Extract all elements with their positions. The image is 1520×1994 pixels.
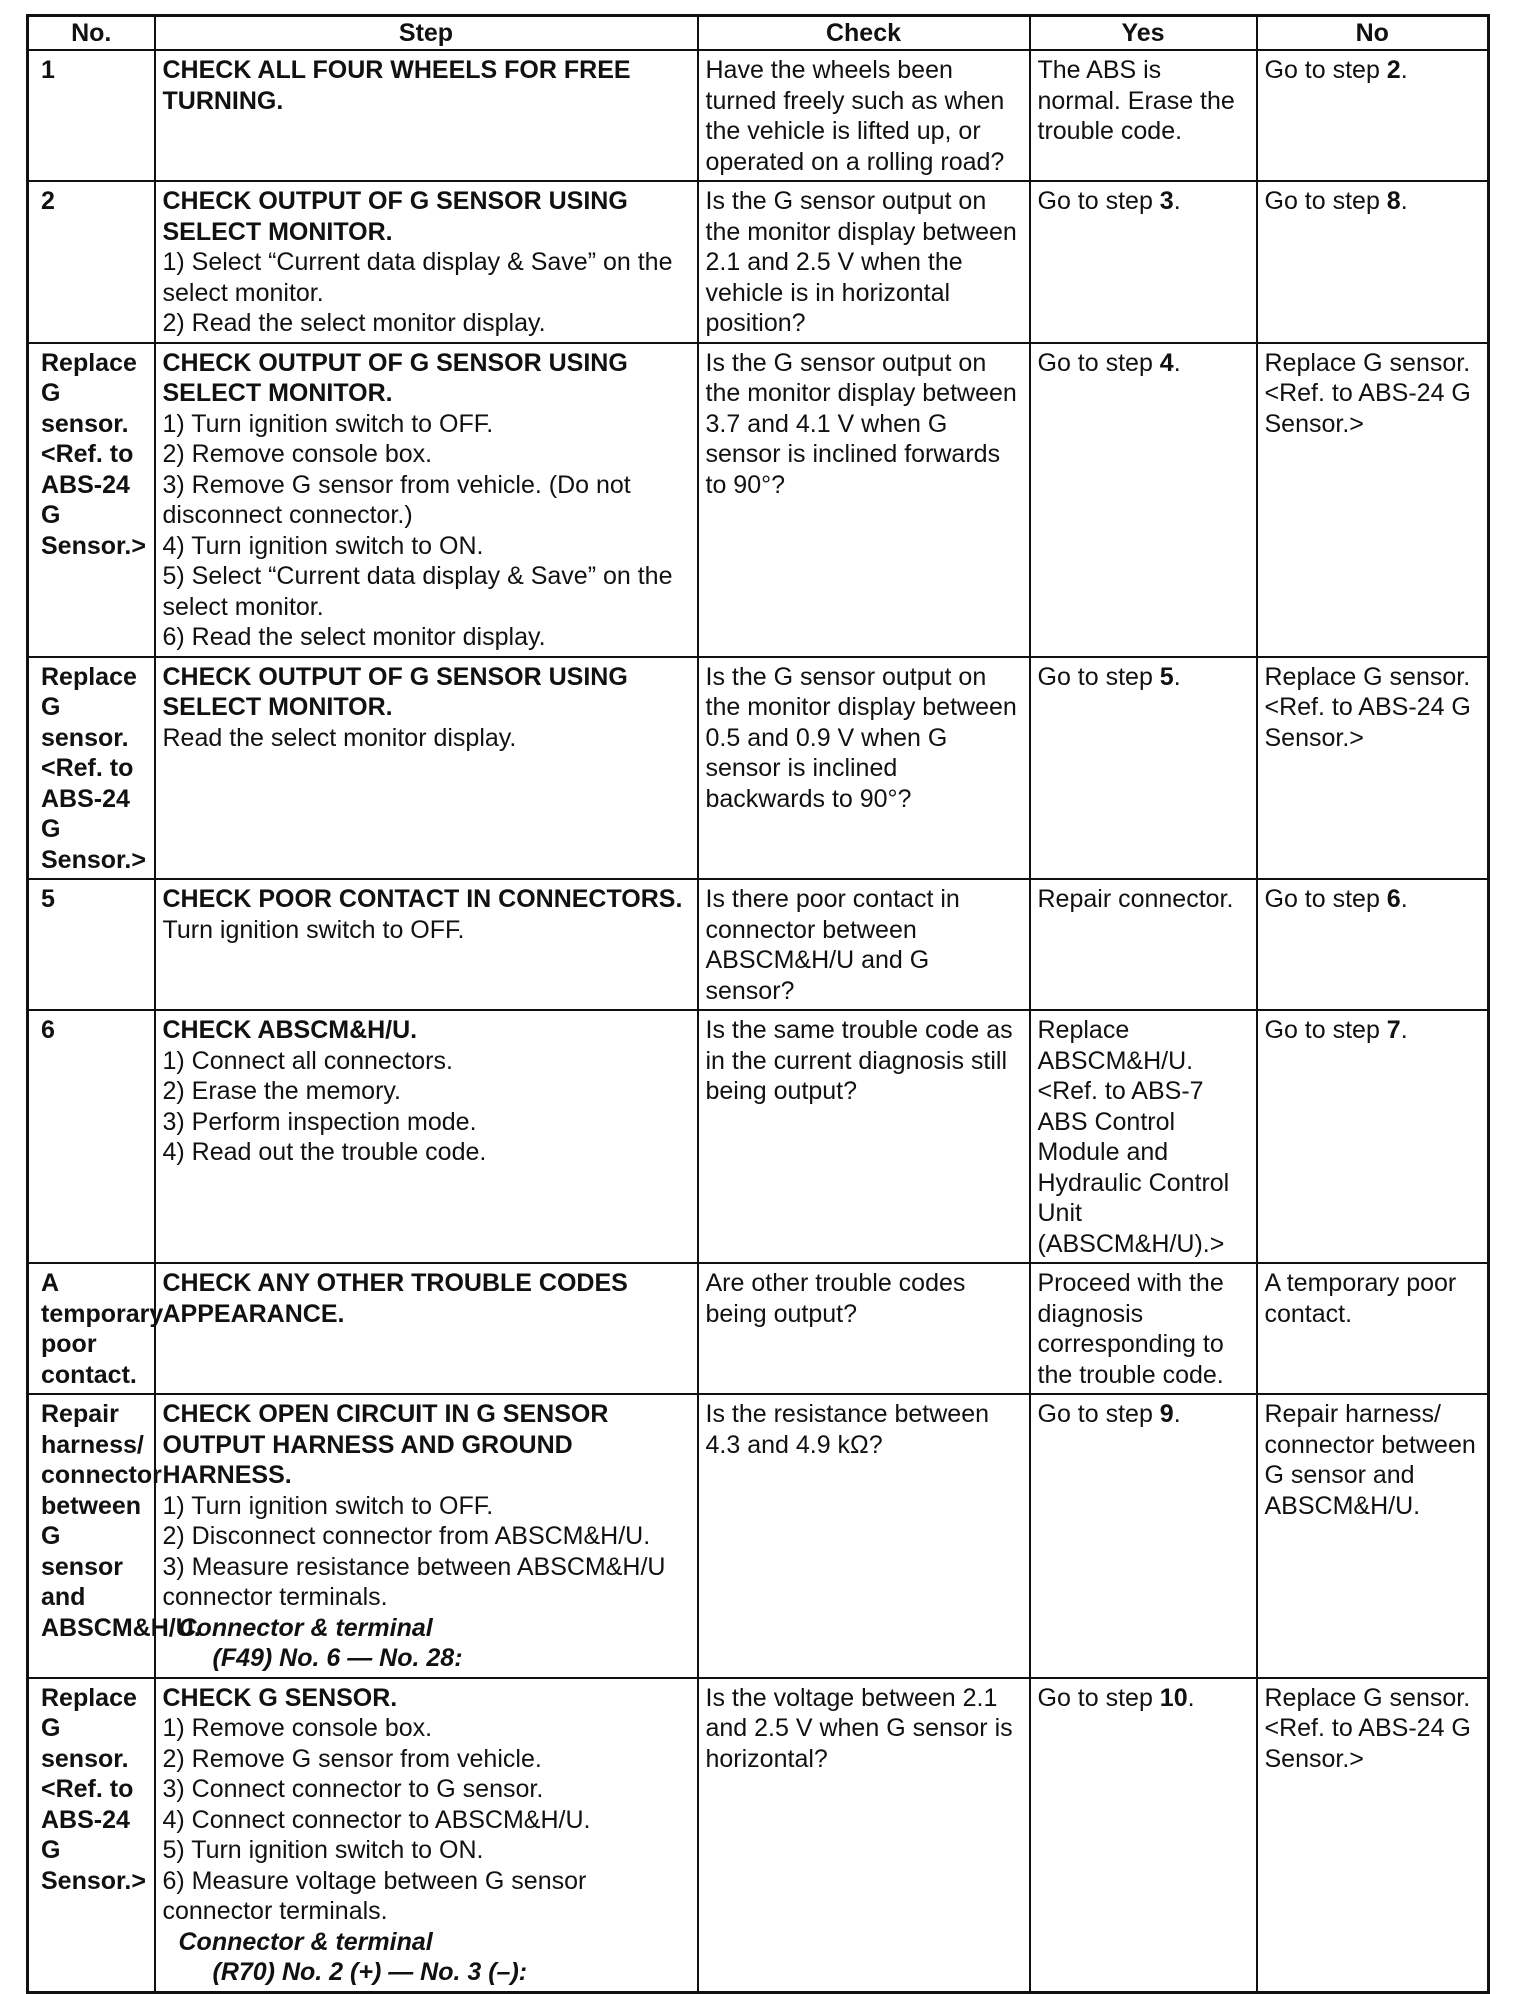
table-row [28, 1678, 1489, 1993]
yes-step-number: 5 [1159, 662, 1174, 691]
header-yes: Yes [1030, 16, 1257, 51]
step-line: 5) Select “Current data display & Save” on the select monitor. [162, 562, 673, 621]
step-cell [155, 50, 698, 181]
step-cell [155, 1010, 698, 1263]
step-line: 4) Turn ignition switch to ON. [162, 531, 484, 560]
no-suffix: . [1400, 56, 1408, 84]
yes-text: Go to step [1037, 1683, 1160, 1712]
row-number: 2 [28, 181, 155, 343]
yes-step-number: 9 [1159, 1400, 1174, 1428]
no-cell [1257, 879, 1489, 1010]
yes-cell: The ABS is normal. Erase the trouble code. [1030, 50, 1257, 181]
yes-text: Go to step [1037, 348, 1160, 377]
no-cell: Replace G sensor. <Ref. to ABS-24 G Sensor.> [1257, 657, 1489, 880]
check-cell: Is there poor contact in connector between ABSCM&H/U and G sensor? [698, 879, 1030, 1010]
step-title: CHECK ALL FOUR WHEELS FOR FREE TURNING. [162, 56, 631, 115]
table-row [28, 1010, 1489, 1263]
check-cell: Is the same trouble code as in the current diagnosis still being output? [698, 1010, 1030, 1263]
yes-cell: Repair connector. [1030, 879, 1257, 1010]
step-line: 3) Remove G sensor from vehicle. (Do not disconnect connector.) [162, 470, 631, 529]
yes-text: Go to step [1037, 662, 1160, 691]
yes-suffix: . [1173, 662, 1181, 691]
no-step-number: 6 [1386, 885, 1401, 913]
no-step-number: 7 [1386, 1016, 1401, 1044]
step-line: 1) Turn ignition switch to OFF. [162, 1491, 494, 1520]
no-cell: Replace G sensor. <Ref. to ABS-24 G Sensor.> [1257, 343, 1489, 657]
table-row [28, 1263, 1489, 1394]
connector-terminal-label: Connector & terminal [178, 1613, 433, 1642]
table-row [28, 50, 1489, 181]
yes-suffix: . [1173, 348, 1181, 377]
no-suffix: . [1400, 885, 1408, 913]
no-cell [1257, 181, 1489, 343]
yes-step-number: 10 [1159, 1683, 1188, 1712]
step-line: 3) Perform inspection mode. [162, 1107, 477, 1136]
row-number: 5 [28, 879, 155, 1010]
step-line: 1) Select “Current data display & Save” on the select monitor. [162, 248, 673, 307]
step-cell [155, 1263, 698, 1394]
diagnostic-table-sheet [26, 14, 1487, 1994]
no-step-number: 2 [1386, 56, 1401, 84]
header-no: No. [28, 16, 155, 51]
step-line: 4) Connect connector to ABSCM&H/U. [162, 1805, 591, 1834]
no-suffix: . [1400, 187, 1408, 215]
step-title: CHECK OUTPUT OF G SENSOR USING SELECT MONITOR. [162, 187, 628, 246]
no-text: Go to step [1264, 56, 1387, 84]
step-cell [155, 657, 698, 880]
step-line: 5) Turn ignition switch to ON. [162, 1836, 484, 1864]
table-row [28, 343, 1489, 657]
no-text: Go to step [1264, 885, 1387, 913]
check-cell: Is the G sensor output on the monitor display between 2.1 and 2.5 V when the vehicle is in horizontal position? [698, 181, 1030, 343]
row-number: A temporary poor contact. [28, 1263, 155, 1394]
no-cell: Replace G sensor. <Ref. to ABS-24 G Sensor.> [1257, 1678, 1489, 1993]
check-cell: Is the G sensor output on the monitor display between 3.7 and 4.1 V when G sensor is inclined forwards to 90°? [698, 343, 1030, 657]
check-cell: Is the G sensor output on the monitor display between 0.5 and 0.9 V when G sensor is inclined backwards to 90°? [698, 657, 1030, 880]
step-cell [155, 181, 698, 343]
step-line: 2) Remove G sensor from vehicle. [162, 1744, 542, 1773]
no-cell: A temporary poor contact. [1257, 1263, 1489, 1394]
table-row [28, 181, 1489, 343]
row-number: 1 [28, 50, 155, 181]
yes-cell: Proceed with the diagnosis corresponding to the trouble code. [1030, 1263, 1257, 1394]
header-no-result: No [1257, 16, 1489, 51]
step-line: 2) Remove console box. [162, 440, 433, 468]
yes-cell [1030, 657, 1257, 880]
step-line: 2) Read the select monitor display. [162, 309, 546, 337]
step-line: 6) Read the select monitor display. [162, 623, 546, 651]
step-line: Read the select monitor display. [162, 723, 517, 752]
yes-text: Go to step [1037, 1400, 1160, 1428]
step-cell [155, 1678, 698, 1993]
connector-terminal-value: (R70) No. 2 (+) — No. 3 (–): [212, 1958, 528, 1986]
step-title: CHECK OUTPUT OF G SENSOR USING SELECT MONITOR. [162, 348, 628, 407]
connector-terminal-label: Connector & terminal [178, 1927, 433, 1956]
yes-suffix: . [1187, 1683, 1195, 1712]
step-line: 1) Remove console box. [162, 1714, 433, 1742]
step-cell [155, 343, 698, 657]
yes-cell [1030, 343, 1257, 657]
yes-suffix: . [1173, 187, 1181, 215]
yes-cell [1030, 1394, 1257, 1678]
row-number: Repair harness/ connector between G sensor and ABSCM&H/U. [28, 1394, 155, 1678]
step-title: CHECK OUTPUT OF G SENSOR USING SELECT MONITOR. [162, 662, 628, 721]
yes-suffix: . [1173, 1400, 1181, 1428]
yes-step-number: 4 [1159, 348, 1174, 377]
row-number: 6 [28, 1010, 155, 1263]
yes-cell [1030, 1678, 1257, 1993]
row-number: Replace G sensor. <Ref. to ABS-24 G Sensor.> [28, 657, 155, 880]
step-cell [155, 879, 698, 1010]
step-title: CHECK OPEN CIRCUIT IN G SENSOR OUTPUT HARNESS AND GROUND HARNESS. [162, 1400, 609, 1489]
diagnostic-table [26, 14, 1490, 1994]
yes-text: Go to step [1037, 187, 1160, 215]
step-cell [155, 1394, 698, 1678]
connector-terminal-value: (F49) No. 6 — No. 28: [212, 1644, 463, 1672]
table-row [28, 657, 1489, 880]
no-cell [1257, 1010, 1489, 1263]
yes-cell: Replace ABSCM&H/U. <Ref. to ABS-7 ABS Control Module and Hydraulic Control Unit (ABSCM&H/U).> [1030, 1010, 1257, 1263]
step-line: 2) Erase the memory. [162, 1077, 402, 1105]
row-number: Replace G sensor. <Ref. to ABS-24 G Sensor.> [28, 343, 155, 657]
header-row [28, 16, 1489, 51]
no-cell: Repair harness/ connector between G sensor and ABSCM&H/U. [1257, 1394, 1489, 1678]
table-row [28, 1394, 1489, 1678]
table-row [28, 879, 1489, 1010]
check-cell: Are other trouble codes being output? [698, 1263, 1030, 1394]
step-line: 2) Disconnect connector from ABSCM&H/U. [162, 1522, 651, 1550]
no-cell [1257, 50, 1489, 181]
yes-step-number: 3 [1159, 187, 1174, 215]
header-step: Step [155, 16, 698, 51]
yes-cell [1030, 181, 1257, 343]
no-suffix: . [1400, 1016, 1408, 1044]
row-number: Replace G sensor. <Ref. to ABS-24 G Sensor.> [28, 1678, 155, 1993]
step-title: CHECK G SENSOR. [162, 1683, 398, 1712]
step-line: 3) Connect connector to G sensor. [162, 1775, 544, 1803]
no-text: Go to step [1264, 187, 1387, 215]
step-line: 1) Connect all connectors. [162, 1046, 453, 1075]
step-line: 4) Read out the trouble code. [162, 1138, 487, 1166]
step-line: 1) Turn ignition switch to OFF. [162, 409, 494, 438]
step-line: 3) Measure resistance between ABSCM&H/U connector terminals. [162, 1552, 666, 1611]
header-check: Check [698, 16, 1030, 51]
step-title: CHECK ANY OTHER TROUBLE CODES APPEARANCE. [162, 1269, 628, 1328]
check-cell: Is the resistance between 4.3 and 4.9 kΩ? [698, 1394, 1030, 1678]
check-cell: Have the wheels been turned freely such as when the vehicle is lifted up, or operated on a rolling road? [698, 50, 1030, 181]
no-text: Go to step [1264, 1016, 1387, 1044]
no-step-number: 8 [1386, 187, 1401, 215]
step-title: CHECK ABSCM&H/U. [162, 1016, 418, 1044]
step-line: 6) Measure voltage between G sensor connector terminals. [162, 1866, 587, 1925]
check-cell: Is the voltage between 2.1 and 2.5 V when G sensor is horizontal? [698, 1678, 1030, 1993]
step-title: CHECK POOR CONTACT IN CONNECTORS. [162, 885, 683, 913]
step-line: Turn ignition switch to OFF. [162, 915, 465, 944]
